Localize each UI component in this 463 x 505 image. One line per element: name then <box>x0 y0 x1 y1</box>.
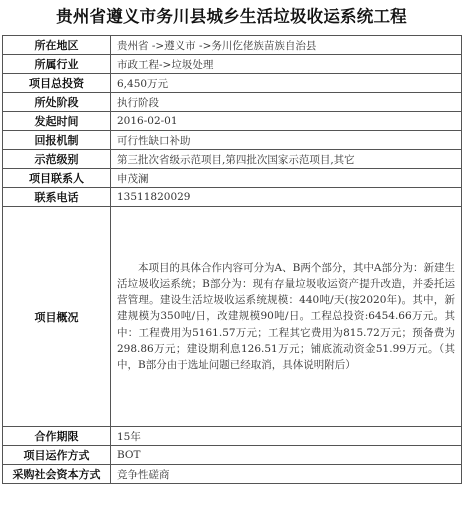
row-label-procurement-method: 采购社会资本方式 <box>3 465 111 484</box>
row-value-return-mechanism: 可行性缺口补助 <box>111 131 462 150</box>
row-value-term: 15年 <box>111 427 462 446</box>
row-value-region: 贵州省 ->遵义市 ->务川仡佬族苗族自治县 <box>111 36 462 55</box>
row-value-industry: 市政工程->垃圾处理 <box>111 55 462 74</box>
table-row <box>3 150 462 169</box>
row-value-contact-phone: 13511820029 <box>111 188 462 207</box>
row-value-start-date: 2016-02-01 <box>111 112 462 131</box>
table-row <box>3 93 462 112</box>
table-row <box>3 207 462 427</box>
row-label-region: 所在地区 <box>3 36 111 55</box>
project-info-card <box>2 2 461 503</box>
table-row <box>3 427 462 446</box>
document-title: 贵州省遵义市务川县城乡生活垃圾收运系统工程 <box>56 7 407 26</box>
table-row <box>3 131 462 150</box>
table-row <box>3 446 462 465</box>
row-label-term: 合作期限 <box>3 427 111 446</box>
table-row <box>3 112 462 131</box>
project-info-table <box>2 35 462 484</box>
row-label-start-date: 发起时间 <box>3 112 111 131</box>
row-value-demo-level: 第三批次省级示范项目,第四批次国家示范项目,其它 <box>111 150 462 169</box>
table-row <box>3 465 462 484</box>
table-row <box>3 55 462 74</box>
row-value-overview <box>111 207 462 427</box>
row-value-operation-mode: BOT <box>111 446 462 465</box>
row-label-demo-level: 示范级别 <box>3 150 111 169</box>
row-label-operation-mode: 项目运作方式 <box>3 446 111 465</box>
row-label-stage: 所处阶段 <box>3 93 111 112</box>
table-row <box>3 169 462 188</box>
row-label-contact-person: 项目联系人 <box>3 169 111 188</box>
row-value-stage: 执行阶段 <box>111 93 462 112</box>
table-row <box>3 188 462 207</box>
row-value-procurement-method: 竞争性磋商 <box>111 465 462 484</box>
row-label-contact-phone: 联系电话 <box>3 188 111 207</box>
table-row <box>3 74 462 93</box>
row-value-total-investment: 6,450万元 <box>111 74 462 93</box>
row-label-industry: 所属行业 <box>3 55 111 74</box>
row-label-overview: 项目概况 <box>3 207 111 427</box>
overview-paragraph: 本项目的具体合作内容可分为A、B两个部分，其中A部分为：新建生活垃圾收运系统；B部分为：现有存量垃圾收运资产提升改造，并委托运营管理。建设生活垃圾收运系统规模：440吨/天(按2020年)。其中，新建规模为350吨/日，改建规模90吨/日。工程总投资:6454.66万元。其中：工程费用为5161.57万元；工程其它费用为815.72万元；预备费为298.86万元；建设期利息126.51万元；铺底流动资金51.99万元。（其中，B部分由于选址问题已经取消，具体说明附后） <box>117 261 455 371</box>
row-label-return-mechanism: 回报机制 <box>3 131 111 150</box>
table-row <box>3 36 462 55</box>
row-label-total-investment: 项目总投资 <box>3 74 111 93</box>
row-value-contact-person: 申茂澜 <box>111 169 462 188</box>
